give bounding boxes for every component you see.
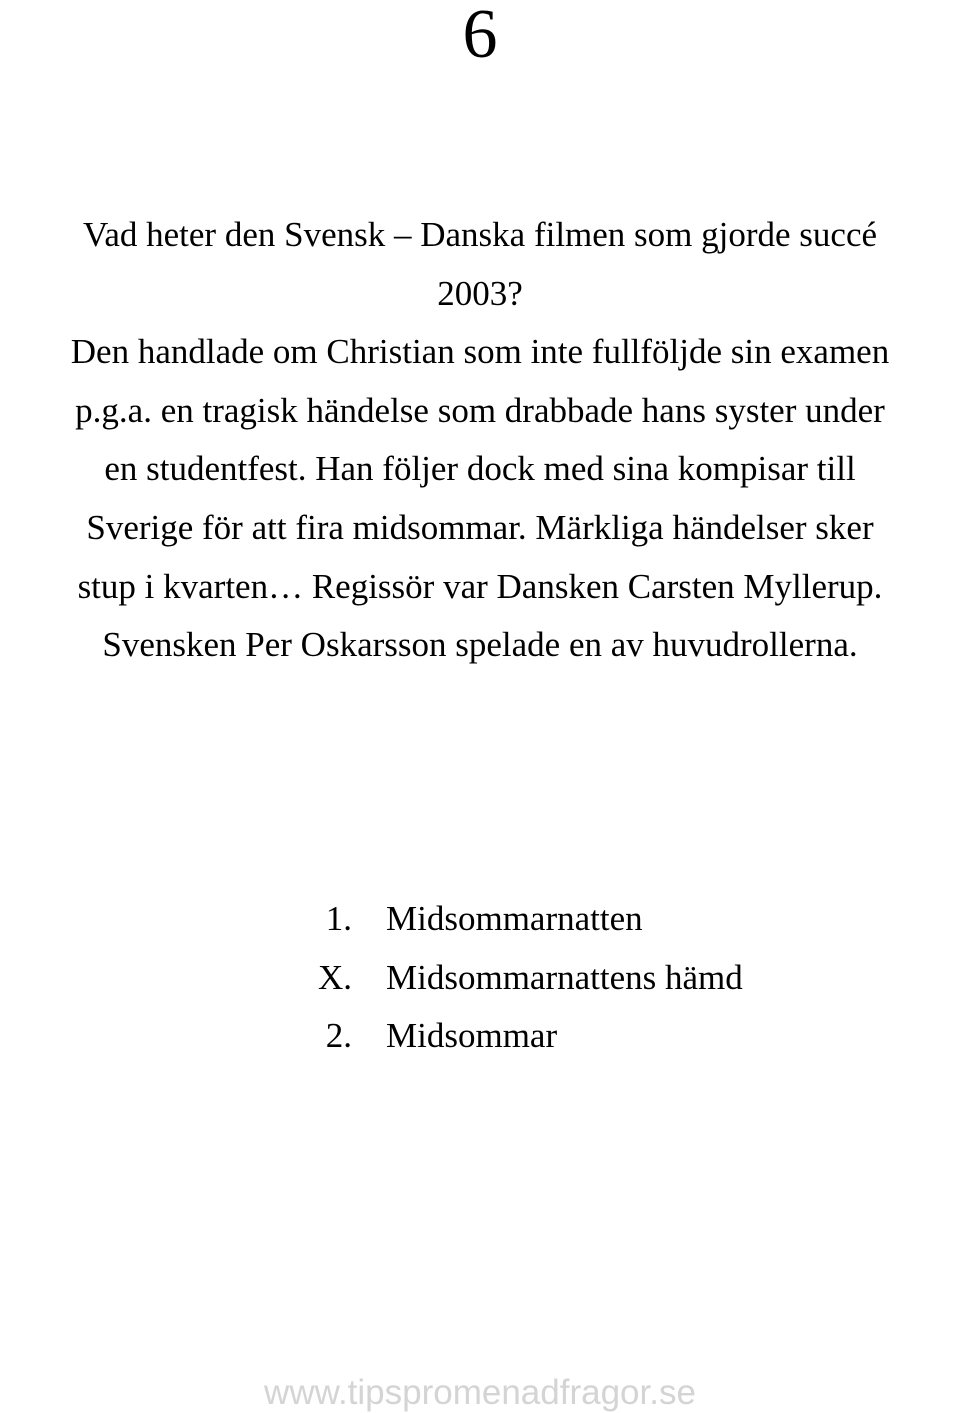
option-text: Midsommar [386, 1016, 558, 1055]
question-line: en studentfest. Han följer dock med sina kompisar till [104, 449, 856, 489]
question-line: stup i kvarten… Regissör var Dansken Carsten Myllerup. [77, 566, 883, 606]
option-text: Midsommarnatten [386, 899, 643, 938]
question-line: p.g.a. en tragisk händelse som drabbade hans syster under [75, 390, 885, 430]
question-line: Vad heter den Svensk – Danska filmen som gjorde succé [82, 215, 878, 254]
option-text: Midsommarnattens hämd [386, 957, 743, 997]
footer-watermark-url: www.tipspromenadfragor.se [264, 1373, 696, 1412]
page-number: 6 [462, 0, 498, 73]
question-line: Svensken Per Oskarsson spelade en av huvudrollerna. [102, 625, 858, 665]
option-key: 1. [325, 899, 352, 938]
option-key: X. [317, 957, 352, 997]
option-key: 2. [325, 1016, 352, 1055]
question-line: 2003? [437, 273, 523, 313]
question-line: Sverige för att fira midsommar. Märkliga händelser sker [86, 507, 874, 547]
option-2 [300, 1007, 743, 1066]
question-text [0, 206, 960, 675]
option-x [300, 949, 743, 1008]
option-1 [300, 890, 743, 949]
question-line: Den handlade om Christian som inte fullföljde sin examen [70, 332, 890, 372]
answer-options [300, 890, 743, 1066]
